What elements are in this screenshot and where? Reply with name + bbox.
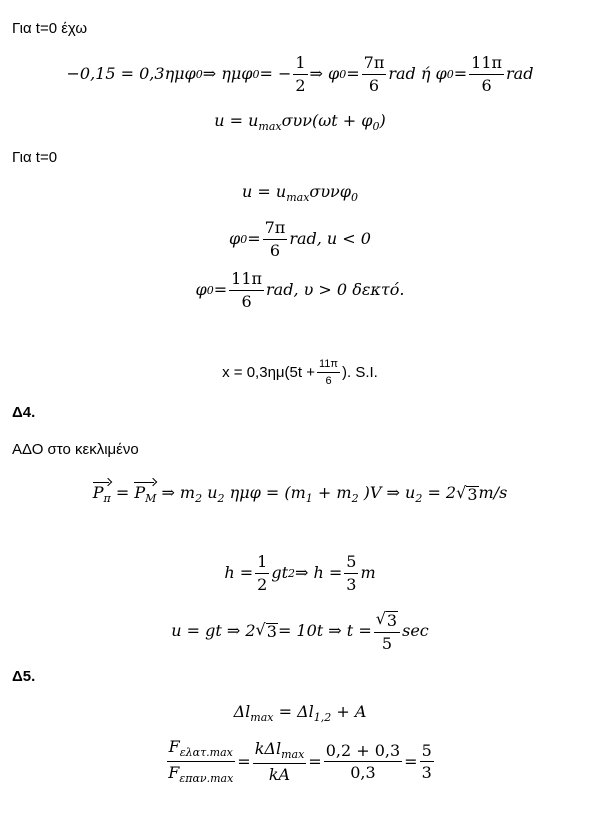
equation-dl-max: $\Delta l_{max} = \Delta l_{1,2} + A$ <box>233 702 367 725</box>
ado-heading: ΑΔΟ στο κεκλιμένο <box>12 441 139 458</box>
equation-phase-solve: −0,15 = 0,3ημφ 0 ⇒ ημφ 0 = − $\frac{1}{2}$ ⇒ φ 0 = $\frac{7\pi}{6}$ rad ή φ 0 = $\frac{11\pi}{6}$ rad <box>66 53 534 95</box>
section-d5: Δ5. <box>12 668 36 685</box>
equation-phi-7pi: φ 0 = $\frac{7\pi}{6}$ rad, u < 0 <box>229 218 371 260</box>
equation-velocity-t0: $u = u_{max}\sigma\upsilon\nu\varphi_0$ <box>242 182 358 205</box>
equation-time: u = gt ⇒ 2 √ 3 = 10t ⇒ t = √ 3 5 sec <box>171 609 429 653</box>
equation-phi-11pi: φ 0 = $\frac{11\pi}{6}$ rad, υ > 0 δεκτό. <box>195 269 405 311</box>
equation-force-ratio: $\frac{F_{\varepsilon\lambda\alpha\tau.max}}{F_{\varepsilon\pi\alpha\nu.max}}$ = $\frac{k\Delta l_{max}}{kA}$ = $\frac{0,2 + 0,3}{0,3}$ = $\frac{5}{3}$ <box>168 737 432 786</box>
equation-velocity: $u = u_{max}\sigma\upsilon\nu(\omega t + \varphi_0)$ <box>214 111 386 134</box>
heading-t0-2: Για t=0 <box>12 149 58 166</box>
section-d4: Δ4. <box>12 404 36 421</box>
equation-height: h = $\frac{1}{2}$ gt 2 ⇒ h = $\frac{5}{3}$ m <box>224 552 376 594</box>
equation-position: x = 0,3ημ(5t + $\frac{11\pi}{6}$ ). S.I. <box>222 358 378 388</box>
heading-t0-1: Για t=0 έχω <box>12 20 88 37</box>
equation-momentum: $P_\pi = P_M$ ⇒ $m_2$ $u_2$ $\eta\mu\varphi = (m_1 + m_2$ )V ⇒ $u_2 = 2√$ 3 m/s <box>92 483 508 506</box>
